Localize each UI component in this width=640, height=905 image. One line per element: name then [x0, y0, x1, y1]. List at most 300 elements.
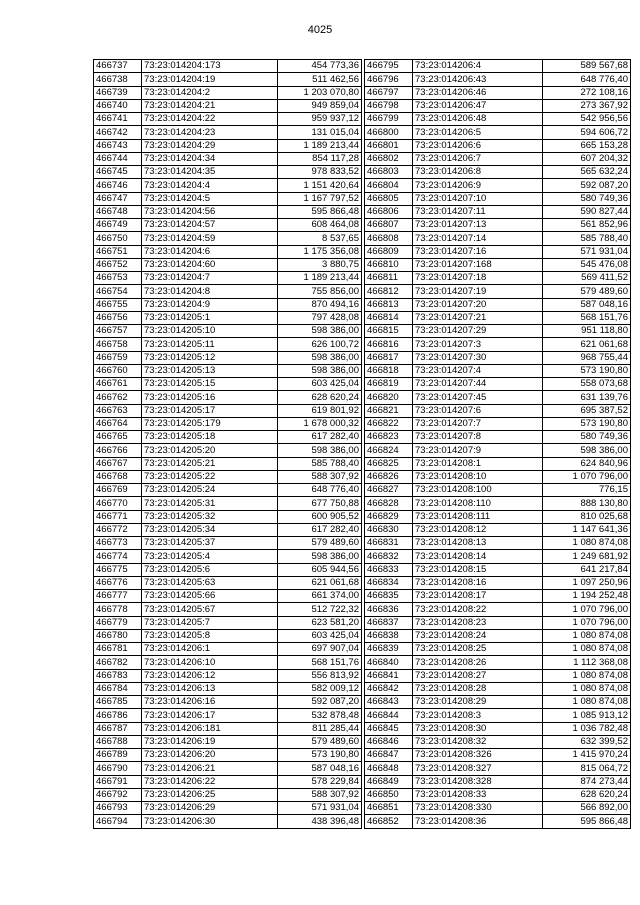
row-id-cell: 466739	[94, 86, 142, 99]
row-id-cell: 466814	[365, 311, 413, 324]
cadastral-number-cell: 73:23:014204:21	[142, 99, 278, 112]
row-id-cell: 466769	[94, 484, 142, 497]
table-row	[365, 815, 631, 828]
value-cell: 598 386,00	[278, 550, 362, 563]
cadastral-number-cell: 73:23:014206:25	[142, 788, 278, 801]
cadastral-number-cell: 73:23:014205:17	[142, 404, 278, 417]
row-id-cell: 466821	[365, 404, 413, 417]
table-row	[94, 749, 362, 762]
value-cell: 579 489,60	[278, 735, 362, 748]
row-id-cell: 466813	[365, 298, 413, 311]
row-id-cell: 466779	[94, 616, 142, 629]
table-row	[365, 179, 631, 192]
table-row	[94, 152, 362, 165]
cadastral-number-cell: 73:23:014208:17	[413, 590, 543, 603]
table-row	[365, 391, 631, 404]
value-cell: 573 190,80	[278, 749, 362, 762]
row-id-cell: 466797	[365, 86, 413, 99]
value-cell: 579 489,60	[278, 537, 362, 550]
value-cell: 1 175 356,08	[278, 245, 362, 258]
cadastral-number-cell: 73:23:014208:33	[413, 788, 543, 801]
row-id-cell: 466750	[94, 232, 142, 245]
row-id-cell: 466812	[365, 285, 413, 298]
row-id-cell: 466778	[94, 603, 142, 616]
cadastral-number-cell: 73:23:014204:8	[142, 285, 278, 298]
cadastral-number-cell: 73:23:014207:18	[413, 272, 543, 285]
row-id-cell: 466806	[365, 205, 413, 218]
value-cell: 579 489,60	[543, 285, 631, 298]
table-row	[94, 722, 362, 735]
row-id-cell: 466783	[94, 669, 142, 682]
value-cell: 1 415 970,24	[543, 749, 631, 762]
table-row	[94, 802, 362, 815]
cadastral-number-cell: 73:23:014208:30	[413, 722, 543, 735]
value-cell: 600 905,52	[278, 510, 362, 523]
table-row	[94, 444, 362, 457]
table-row	[94, 192, 362, 205]
table-row	[94, 113, 362, 126]
row-id-cell: 466840	[365, 656, 413, 669]
table-row	[94, 762, 362, 775]
table-row	[365, 470, 631, 483]
table-row	[94, 484, 362, 497]
table-row	[365, 682, 631, 695]
value-cell: 598 386,00	[278, 351, 362, 364]
table-row	[365, 696, 631, 709]
row-id-cell: 466826	[365, 470, 413, 483]
cadastral-number-cell: 73:23:014208:330	[413, 802, 543, 815]
table-row	[94, 126, 362, 139]
cadastral-number-cell: 73:23:014205:22	[142, 470, 278, 483]
cadastral-number-cell: 73:23:014204:23	[142, 126, 278, 139]
cadastral-number-cell: 73:23:014208:12	[413, 523, 543, 536]
value-cell: 1 678 000,32	[278, 417, 362, 430]
cadastral-number-cell: 73:23:014205:63	[142, 576, 278, 589]
table-row	[94, 298, 362, 311]
table-row	[94, 590, 362, 603]
value-cell: 585 788,40	[278, 457, 362, 470]
value-cell: 1 112 368,08	[543, 656, 631, 669]
value-cell: 587 048,16	[278, 762, 362, 775]
value-cell: 569 411,52	[543, 272, 631, 285]
cadastral-number-cell: 73:23:014205:13	[142, 364, 278, 377]
row-id-cell: 466800	[365, 126, 413, 139]
value-cell: 1 080 874,08	[543, 537, 631, 550]
row-id-cell: 466754	[94, 285, 142, 298]
value-cell: 589 567,68	[543, 60, 631, 73]
cadastral-number-cell: 73:23:014205:15	[142, 378, 278, 391]
cadastral-number-cell: 73:23:014205:34	[142, 523, 278, 536]
row-id-cell: 466822	[365, 417, 413, 430]
value-cell: 959 937,12	[278, 113, 362, 126]
row-id-cell: 466831	[365, 537, 413, 550]
cadastral-number-cell: 73:23:014208:15	[413, 563, 543, 576]
left-table	[93, 59, 362, 829]
row-id-cell: 466837	[365, 616, 413, 629]
value-cell: 628 620,24	[278, 391, 362, 404]
table-row	[365, 139, 631, 152]
cadastral-number-cell: 73:23:014206:21	[142, 762, 278, 775]
table-row	[94, 245, 362, 258]
row-id-cell: 466833	[365, 563, 413, 576]
value-cell: 587 048,16	[543, 298, 631, 311]
table-row	[94, 404, 362, 417]
table-row	[94, 510, 362, 523]
cadastral-number-cell: 73:23:014208:24	[413, 629, 543, 642]
row-id-cell: 466747	[94, 192, 142, 205]
cadastral-number-cell: 73:23:014208:111	[413, 510, 543, 523]
row-id-cell: 466793	[94, 802, 142, 815]
cadastral-number-cell: 73:23:014206:48	[413, 113, 543, 126]
cadastral-number-cell: 73:23:014206:19	[142, 735, 278, 748]
cadastral-number-cell: 73:23:014204:29	[142, 139, 278, 152]
value-cell: 1 097 250,96	[543, 576, 631, 589]
row-id-cell: 466742	[94, 126, 142, 139]
table-row	[365, 523, 631, 536]
row-id-cell: 466770	[94, 497, 142, 510]
row-id-cell: 466758	[94, 338, 142, 351]
table-row	[94, 205, 362, 218]
row-id-cell: 466808	[365, 232, 413, 245]
cadastral-number-cell: 73:23:014204:9	[142, 298, 278, 311]
cadastral-number-cell: 73:23:014208:36	[413, 815, 543, 828]
value-cell: 578 229,84	[278, 775, 362, 788]
cadastral-number-cell: 73:23:014208:327	[413, 762, 543, 775]
cadastral-number-cell: 73:23:014208:10	[413, 470, 543, 483]
value-cell: 580 749,36	[543, 431, 631, 444]
cadastral-number-cell: 73:23:014204:7	[142, 272, 278, 285]
value-cell: 1 070 796,00	[543, 603, 631, 616]
row-id-cell: 466842	[365, 682, 413, 695]
row-id-cell: 466830	[365, 523, 413, 536]
cadastral-number-cell: 73:23:014208:14	[413, 550, 543, 563]
table-row	[94, 550, 362, 563]
table-row	[365, 364, 631, 377]
cadastral-number-cell: 73:23:014205:8	[142, 629, 278, 642]
table-row	[94, 311, 362, 324]
value-cell: 621 061,68	[278, 576, 362, 589]
value-cell: 592 087,20	[543, 179, 631, 192]
row-id-cell: 466851	[365, 802, 413, 815]
cadastral-number-cell: 73:23:014206:22	[142, 775, 278, 788]
cadastral-number-cell: 73:23:014207:4	[413, 364, 543, 377]
table-row	[365, 60, 631, 73]
value-cell: 1 194 252,48	[543, 590, 631, 603]
cadastral-number-cell: 73:23:014207:14	[413, 232, 543, 245]
row-id-cell: 466804	[365, 179, 413, 192]
table-row	[365, 643, 631, 656]
table-row	[365, 219, 631, 232]
cadastral-number-cell: 73:23:014207:7	[413, 417, 543, 430]
value-cell: 8 537,65	[278, 232, 362, 245]
value-cell: 951 118,80	[543, 325, 631, 338]
row-id-cell: 466759	[94, 351, 142, 364]
row-id-cell: 466749	[94, 219, 142, 232]
cadastral-number-cell: 73:23:014204:6	[142, 245, 278, 258]
value-cell: 273 367,92	[543, 99, 631, 112]
cadastral-number-cell: 73:23:014206:47	[413, 99, 543, 112]
row-id-cell: 466752	[94, 258, 142, 271]
cadastral-number-cell: 73:23:014204:35	[142, 166, 278, 179]
table-row	[365, 351, 631, 364]
row-id-cell: 466801	[365, 139, 413, 152]
cadastral-number-cell: 73:23:014207:29	[413, 325, 543, 338]
row-id-cell: 466788	[94, 735, 142, 748]
value-cell: 854 117,28	[278, 152, 362, 165]
value-cell: 755 856,00	[278, 285, 362, 298]
value-cell: 978 833,52	[278, 166, 362, 179]
row-id-cell: 466845	[365, 722, 413, 735]
table-row	[365, 497, 631, 510]
cadastral-number-cell: 73:23:014205:32	[142, 510, 278, 523]
cadastral-number-cell: 73:23:014205:1	[142, 311, 278, 324]
value-cell: 628 620,24	[543, 788, 631, 801]
cadastral-number-cell: 73:23:014208:110	[413, 497, 543, 510]
table-row	[94, 73, 362, 86]
row-id-cell: 466802	[365, 152, 413, 165]
value-cell: 598 386,00	[278, 325, 362, 338]
cadastral-number-cell: 73:23:014207:20	[413, 298, 543, 311]
table-row	[94, 682, 362, 695]
value-cell: 776,15	[543, 484, 631, 497]
cadastral-number-cell: 73:23:014205:7	[142, 616, 278, 629]
value-cell: 1 080 874,08	[543, 696, 631, 709]
row-id-cell: 466762	[94, 391, 142, 404]
row-id-cell: 466809	[365, 245, 413, 258]
table-row	[94, 576, 362, 589]
table-row	[365, 378, 631, 391]
row-id-cell: 466810	[365, 258, 413, 271]
value-cell: 697 907,04	[278, 643, 362, 656]
value-cell: 1 036 782,48	[543, 722, 631, 735]
cadastral-number-cell: 73:23:014208:27	[413, 669, 543, 682]
table-row	[94, 338, 362, 351]
row-id-cell: 466790	[94, 762, 142, 775]
row-id-cell: 466776	[94, 576, 142, 589]
cadastral-number-cell: 73:23:014206:181	[142, 722, 278, 735]
cadastral-number-cell: 73:23:014205:10	[142, 325, 278, 338]
value-cell: 454 773,36	[278, 60, 362, 73]
table-row	[94, 179, 362, 192]
cadastral-number-cell: 73:23:014205:31	[142, 497, 278, 510]
table-row	[94, 457, 362, 470]
row-id-cell: 466794	[94, 815, 142, 828]
cadastral-number-cell: 73:23:014208:28	[413, 682, 543, 695]
table-row	[365, 272, 631, 285]
row-id-cell: 466760	[94, 364, 142, 377]
row-id-cell: 466773	[94, 537, 142, 550]
table-row	[94, 497, 362, 510]
row-id-cell: 466807	[365, 219, 413, 232]
value-cell: 605 944,56	[278, 563, 362, 576]
table-row	[94, 325, 362, 338]
table-row	[365, 537, 631, 550]
value-cell: 1 080 874,08	[543, 629, 631, 642]
table-row	[365, 722, 631, 735]
cadastral-number-cell: 73:23:014208:22	[413, 603, 543, 616]
value-cell: 888 130,80	[543, 497, 631, 510]
row-id-cell: 466816	[365, 338, 413, 351]
row-id-cell: 466834	[365, 576, 413, 589]
row-id-cell: 466827	[365, 484, 413, 497]
row-id-cell: 466784	[94, 682, 142, 695]
cadastral-number-cell: 73:23:014208:100	[413, 484, 543, 497]
row-id-cell: 466791	[94, 775, 142, 788]
table-row	[365, 86, 631, 99]
table-row	[94, 775, 362, 788]
cadastral-number-cell: 73:23:014206:13	[142, 682, 278, 695]
cadastral-number-cell: 73:23:014205:6	[142, 563, 278, 576]
table-row	[94, 417, 362, 430]
table-row	[94, 523, 362, 536]
page-number: 4025	[307, 24, 333, 36]
table-row	[365, 431, 631, 444]
cadastral-number-cell: 73:23:014207:11	[413, 205, 543, 218]
row-id-cell: 466824	[365, 444, 413, 457]
value-cell: 598 386,00	[278, 444, 362, 457]
value-cell: 648 776,40	[543, 73, 631, 86]
value-cell: 1 151 420,64	[278, 179, 362, 192]
cadastral-number-cell: 73:23:014206:10	[142, 656, 278, 669]
value-cell: 573 190,80	[543, 364, 631, 377]
table-row	[365, 258, 631, 271]
table-row	[365, 192, 631, 205]
value-cell: 598 386,00	[543, 444, 631, 457]
table-row	[94, 86, 362, 99]
cadastral-number-cell: 73:23:014204:19	[142, 73, 278, 86]
table-row	[94, 232, 362, 245]
value-cell: 3 880,75	[278, 258, 362, 271]
cadastral-number-cell: 73:23:014207:3	[413, 338, 543, 351]
cadastral-number-cell: 73:23:014207:8	[413, 431, 543, 444]
cadastral-number-cell: 73:23:014205:4	[142, 550, 278, 563]
value-cell: 870 494,16	[278, 298, 362, 311]
row-id-cell: 466782	[94, 656, 142, 669]
cadastral-number-cell: 73:23:014207:10	[413, 192, 543, 205]
value-cell: 582 009,12	[278, 682, 362, 695]
row-id-cell: 466799	[365, 113, 413, 126]
table-row	[365, 484, 631, 497]
table-row	[365, 444, 631, 457]
cadastral-number-cell: 73:23:014206:29	[142, 802, 278, 815]
cadastral-number-cell: 73:23:014208:13	[413, 537, 543, 550]
cadastral-number-cell: 73:23:014204:173	[142, 60, 278, 73]
row-id-cell: 466741	[94, 113, 142, 126]
table-row	[94, 364, 362, 377]
table-row	[365, 99, 631, 112]
table-row	[94, 735, 362, 748]
table-row	[94, 351, 362, 364]
table-row	[94, 139, 362, 152]
cadastral-number-cell: 73:23:014206:12	[142, 669, 278, 682]
table-row	[94, 696, 362, 709]
table-row	[365, 656, 631, 669]
row-id-cell: 466817	[365, 351, 413, 364]
row-id-cell: 466757	[94, 325, 142, 338]
table-row	[94, 285, 362, 298]
cadastral-number-cell: 73:23:014208:328	[413, 775, 543, 788]
cadastral-number-cell: 73:23:014205:67	[142, 603, 278, 616]
value-cell: 1 080 874,08	[543, 643, 631, 656]
table-row	[365, 325, 631, 338]
row-id-cell: 466740	[94, 99, 142, 112]
value-cell: 598 386,00	[278, 364, 362, 377]
value-cell: 1 080 874,08	[543, 669, 631, 682]
cadastral-number-cell: 73:23:014207:16	[413, 245, 543, 258]
value-cell: 617 282,40	[278, 523, 362, 536]
cadastral-number-cell: 73:23:014204:22	[142, 113, 278, 126]
row-id-cell: 466836	[365, 603, 413, 616]
row-id-cell: 466844	[365, 709, 413, 722]
row-id-cell: 466774	[94, 550, 142, 563]
cadastral-number-cell: 73:23:014207:44	[413, 378, 543, 391]
cadastral-number-cell: 73:23:014207:45	[413, 391, 543, 404]
value-cell: 556 813,92	[278, 669, 362, 682]
table-row	[365, 245, 631, 258]
value-cell: 1 189 213,44	[278, 272, 362, 285]
cadastral-number-cell: 73:23:014204:59	[142, 232, 278, 245]
row-id-cell: 466761	[94, 378, 142, 391]
value-cell: 641 217,84	[543, 563, 631, 576]
row-id-cell: 466818	[365, 364, 413, 377]
table-row	[365, 338, 631, 351]
value-cell: 511 462,56	[278, 73, 362, 86]
value-cell: 1 070 796,00	[543, 616, 631, 629]
table-row	[365, 788, 631, 801]
value-cell: 626 100,72	[278, 338, 362, 351]
cadastral-number-cell: 73:23:014208:23	[413, 616, 543, 629]
row-id-cell: 466737	[94, 60, 142, 73]
value-cell: 665 153,28	[543, 139, 631, 152]
value-cell: 603 425,04	[278, 378, 362, 391]
row-id-cell: 466839	[365, 643, 413, 656]
value-cell: 631 139,76	[543, 391, 631, 404]
value-cell: 438 396,48	[278, 815, 362, 828]
row-id-cell: 466792	[94, 788, 142, 801]
row-id-cell: 466767	[94, 457, 142, 470]
row-id-cell: 466829	[365, 510, 413, 523]
row-id-cell: 466805	[365, 192, 413, 205]
value-cell: 1 203 070,80	[278, 86, 362, 99]
value-cell: 592 087,20	[278, 696, 362, 709]
row-id-cell: 466743	[94, 139, 142, 152]
value-cell: 815 064,72	[543, 762, 631, 775]
row-id-cell: 466848	[365, 762, 413, 775]
value-cell: 624 840,96	[543, 457, 631, 470]
cadastral-number-cell: 73:23:014208:16	[413, 576, 543, 589]
row-id-cell: 466751	[94, 245, 142, 258]
value-cell: 1 167 797,52	[278, 192, 362, 205]
cadastral-number-cell: 73:23:014208:25	[413, 643, 543, 656]
cadastral-number-cell: 73:23:014207:30	[413, 351, 543, 364]
table-row	[365, 603, 631, 616]
value-cell: 542 956,56	[543, 113, 631, 126]
table-row	[365, 749, 631, 762]
cadastral-number-cell: 73:23:014204:2	[142, 86, 278, 99]
value-cell: 677 750,88	[278, 497, 362, 510]
table-row	[365, 709, 631, 722]
table-row	[94, 709, 362, 722]
cadastral-number-cell: 73:23:014208:1	[413, 457, 543, 470]
table-row	[94, 272, 362, 285]
row-id-cell: 466828	[365, 497, 413, 510]
value-cell: 632 399,52	[543, 735, 631, 748]
value-cell: 571 931,04	[543, 245, 631, 258]
cadastral-number-cell: 73:23:014204:56	[142, 205, 278, 218]
table-row	[94, 669, 362, 682]
table-row	[94, 219, 362, 232]
row-id-cell: 466746	[94, 179, 142, 192]
